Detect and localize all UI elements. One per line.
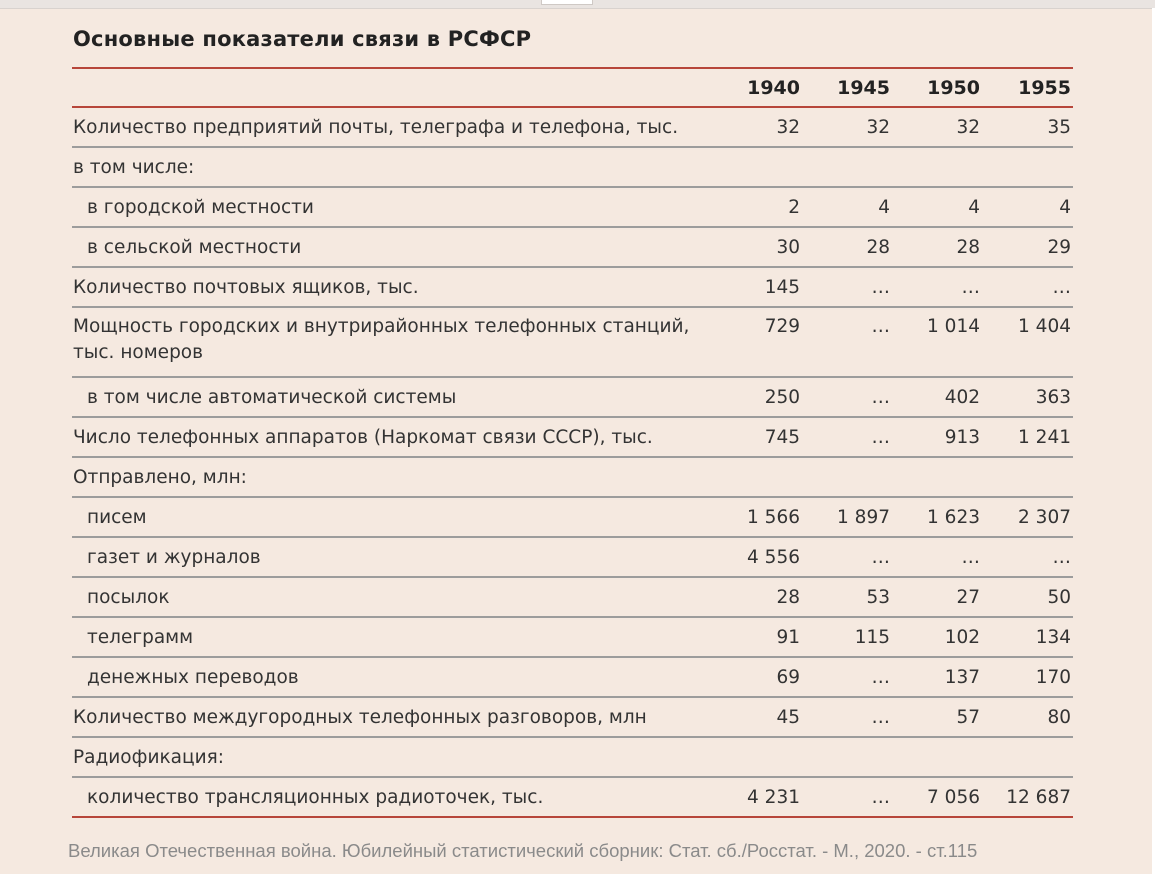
row-value — [712, 457, 802, 497]
table-row — [72, 617, 1073, 657]
row-value: 1 897 — [837, 506, 890, 528]
row-label: Мощность городских и внутрирайонных телефонных станций, тыс. номеров — [73, 316, 690, 363]
row-value: 1 014 — [927, 316, 980, 337]
header-label-cell — [72, 70, 712, 107]
row-value: … — [1052, 546, 1071, 568]
table-title: Основные показатели связи в РСФСР — [73, 27, 532, 51]
row-label: в том числе: — [73, 156, 195, 178]
row-value: … — [871, 276, 890, 298]
row-label: газет и журналов — [87, 546, 261, 568]
row-label: Количество междугородных телефонных разговоров, млн — [73, 706, 647, 728]
header-year-1945: 1945 — [837, 77, 890, 99]
row-value: 32 — [776, 116, 800, 138]
row-value: 170 — [1035, 666, 1071, 688]
row-value: 134 — [1035, 626, 1071, 648]
table-row — [72, 697, 1073, 737]
row-label: в том числе автоматической системы — [87, 386, 457, 408]
row-value: 69 — [776, 666, 800, 688]
table-row — [72, 577, 1073, 617]
row-value: 91 — [776, 626, 800, 648]
title-rule — [72, 67, 1073, 69]
row-label: Отправлено, млн: — [73, 466, 247, 488]
row-value: 145 — [764, 276, 800, 298]
row-value: 1 241 — [1018, 426, 1071, 448]
row-value: 12 687 — [1006, 786, 1071, 808]
row-value: 30 — [776, 236, 800, 258]
top-tab-handle[interactable] — [541, 0, 593, 5]
row-value: 363 — [1035, 386, 1071, 408]
row-value: 913 — [944, 426, 980, 448]
row-value: … — [871, 786, 890, 808]
table-row — [72, 417, 1073, 457]
row-value: 45 — [776, 706, 800, 728]
row-value: 57 — [956, 706, 980, 728]
header-year-1955: 1955 — [1018, 77, 1071, 99]
row-value: 4 — [1059, 196, 1071, 218]
table-row — [72, 267, 1073, 307]
statistics-table — [72, 70, 1073, 818]
table-row — [72, 497, 1073, 537]
row-value: 7 056 — [927, 786, 980, 808]
table-row — [72, 537, 1073, 577]
row-value: 50 — [1047, 586, 1071, 608]
row-value — [802, 737, 892, 777]
row-value: 1 623 — [927, 506, 980, 528]
row-label: Число телефонных аппаратов (Наркомат связи СССР), тыс. — [73, 426, 653, 448]
row-value — [892, 737, 982, 777]
row-value: … — [871, 426, 890, 448]
row-value: 729 — [764, 316, 800, 337]
row-value: 745 — [764, 426, 800, 448]
row-value: 402 — [944, 386, 980, 408]
row-value: … — [871, 546, 890, 568]
row-value: 2 307 — [1018, 506, 1071, 528]
table-row — [72, 107, 1073, 147]
header-year-1940: 1940 — [747, 77, 800, 99]
row-value: … — [871, 386, 890, 408]
row-value: … — [961, 276, 980, 298]
row-value: 2 — [788, 196, 800, 218]
row-label: телеграмм — [87, 626, 194, 648]
row-value — [892, 457, 982, 497]
table-row — [72, 307, 1073, 377]
row-value: 4 — [878, 196, 890, 218]
row-label: в городской местности — [87, 196, 314, 218]
row-value: 102 — [944, 626, 980, 648]
row-label: количество трансляционных радиоточек, тыс. — [87, 786, 544, 808]
row-value: 32 — [866, 116, 890, 138]
row-value: 28 — [866, 236, 890, 258]
row-label: Радиофикация: — [73, 746, 224, 768]
row-label: посылок — [87, 586, 170, 608]
table-row — [72, 737, 1073, 777]
row-label: Количество предприятий почты, телеграфа и телефона, тыс. — [73, 116, 679, 138]
row-value — [982, 457, 1073, 497]
row-value: … — [871, 316, 890, 337]
row-value — [982, 147, 1073, 187]
row-value: … — [961, 546, 980, 568]
row-value — [712, 737, 802, 777]
row-value: … — [1052, 276, 1071, 298]
row-value: 115 — [854, 626, 890, 648]
table-row — [72, 657, 1073, 697]
table-row — [72, 147, 1073, 187]
row-value: 137 — [944, 666, 980, 688]
source-citation: Великая Отечественная война. Юбилейный статистический сборник: Стат. сб./Росстат. - М., 2020. - ст.115 — [68, 840, 978, 861]
row-value: 1 566 — [747, 506, 800, 528]
table-row — [72, 377, 1073, 417]
row-label: писем — [87, 506, 147, 528]
row-value: 4 231 — [747, 786, 800, 808]
row-value: 28 — [956, 236, 980, 258]
table-row — [72, 457, 1073, 497]
row-value — [982, 737, 1073, 777]
row-value: … — [871, 666, 890, 688]
row-label: денежных переводов — [87, 666, 299, 688]
row-value — [802, 147, 892, 187]
row-value: 32 — [956, 116, 980, 138]
row-value: … — [871, 706, 890, 728]
row-value: 250 — [764, 386, 800, 408]
row-value: 53 — [866, 586, 890, 608]
row-value: 28 — [776, 586, 800, 608]
row-value: 35 — [1047, 116, 1071, 138]
table-row — [72, 777, 1073, 817]
header-row — [72, 70, 1073, 107]
row-value: 1 404 — [1018, 316, 1071, 337]
table-row — [72, 227, 1073, 267]
row-value — [712, 147, 802, 187]
row-label: в сельской местности — [87, 236, 302, 258]
row-value — [802, 457, 892, 497]
row-value: 80 — [1047, 706, 1071, 728]
row-value: 4 556 — [747, 546, 800, 568]
row-value: 4 — [968, 196, 980, 218]
row-value: 29 — [1047, 236, 1071, 258]
row-value: 27 — [956, 586, 980, 608]
row-label: Количество почтовых ящиков, тыс. — [73, 276, 419, 298]
table-row — [72, 187, 1073, 227]
row-value — [892, 147, 982, 187]
header-year-1950: 1950 — [927, 77, 980, 99]
